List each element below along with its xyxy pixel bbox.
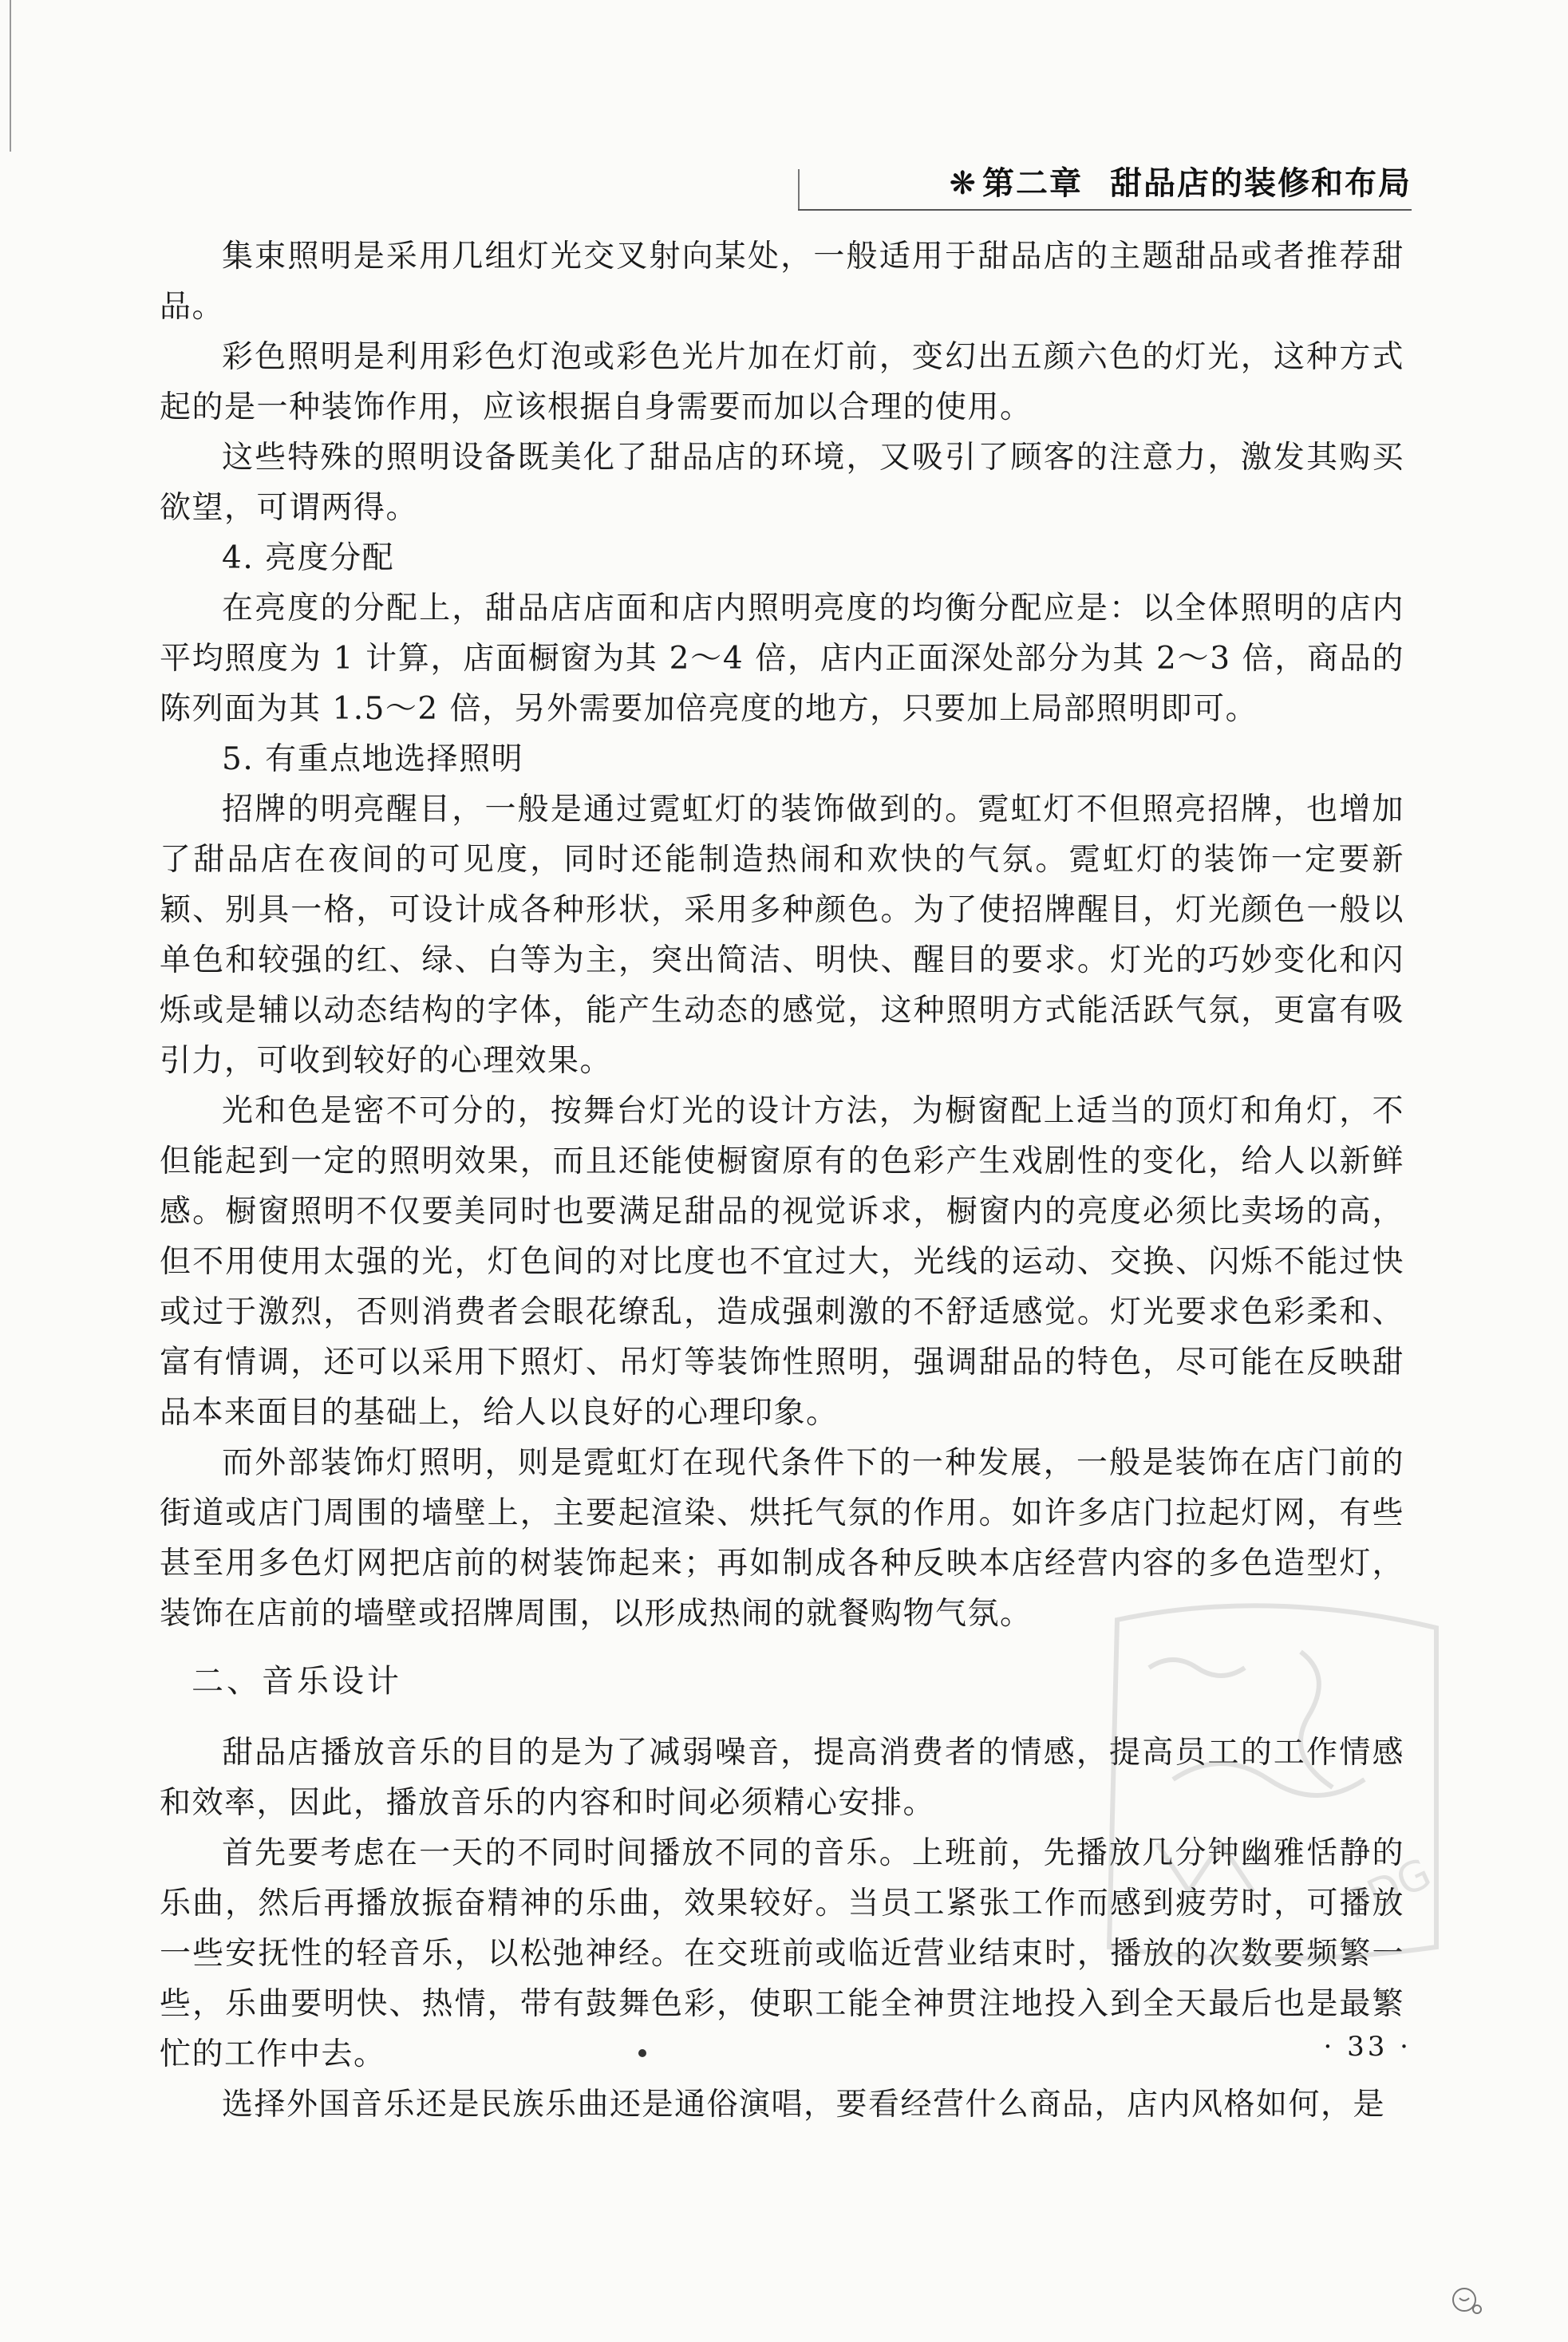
paragraph: 首先要考虑在一天的不同时间播放不同的音乐。上班前，先播放几分钟幽雅恬静的乐曲，然后再播放振奋精神的乐曲，效果较好。当员工紧张工作而感到疲劳时，可播放一些安抚性的轻音乐，以松弛神经。在交班前或临近营业结束时，播放的次数要频繁一些，乐曲要明快、热情，带有鼓舞色彩，使职工能全神贯注地投入到全天最后也是最繁忙的工作中去。 [160,1835,1404,2072]
subheading: 4. 亮度分配 [222,540,395,576]
ink-speck [638,2049,646,2057]
paragraph: 这些特殊的照明设备既美化了甜品店的环境，又吸引了顾客的注意力，激发其购买欲望，可谓两得。 [160,440,1404,526]
chapter-label: 第二章 [982,165,1083,202]
header-ornament-icon: ❋ [949,165,978,202]
subheading: 5. 有重点地选择照明 [222,741,524,777]
running-header [160,158,1412,203]
paragraph: 招牌的明亮醒目，一般是通过霓虹灯的装饰做到的。霓虹灯不但照亮招牌，也增加了甜品店在夜间的可见度，同时还能制造热闹和欢快的气氛。霓虹灯的装饰一定要新颖、别具一格，可设计成各种形状，采用多种颜色。为了使招牌醒目，灯光颜色一般以单色和较强的红、绿、白等为主，突出简洁、明快、醒目的要求。灯光的巧妙变化和闪烁或是辅以动态结构的字体，能产生动态的感觉，这种照明方式能活跃气氛，更富有吸引力，可收到较好的心理效果。 [160,792,1404,1079]
page-number: · 33 · [1323,2031,1412,2063]
paragraph: 选择外国音乐还是民族乐曲还是通俗演唱，要看经营什么商品，店内风格如何，是 [222,2087,1386,2123]
scan-edge-line [10,0,11,152]
paragraph: 在亮度的分配上，甜品店店面和店内照明亮度的均衡分配应是：以全体照明的店内平均照度为 1 计算，店面橱窗为其 2～4 倍，店内正面深处部分为其 2～3 倍，商品的陈列面为其 1.5～2 倍，另外需要加倍亮度的地方，只要加上局部照明即可。 [160,590,1404,727]
library-watermark-seal [1061,1572,1476,1987]
header-rule [798,209,1412,211]
paragraph: 而外部装饰灯照明，则是霓虹灯在现代条件下的一种发展，一般是装饰在店门前的街道或店门周围的墙壁上，主要起渲染、烘托气氛的作用。如许多店门拉起灯网，有些甚至用多色灯网把店前的树装饰起来；再如制成各种反映本店经营内容的多色造型灯，装饰在店前的墙壁或招牌周围，以形成热闹的就餐购物气氛。 [160,1445,1404,1632]
watermark-text: PDG [1337,1849,1439,1931]
header-divider [798,169,800,211]
chapter-title: 甜品店的装修和布局 [1110,165,1412,202]
paragraph: 甜品店播放音乐的目的是为了减弱噪音，提高消费者的情感，提高员工的工作情感和效率，因此，播放音乐的内容和时间必须精心安排。 [160,1735,1404,1821]
paragraph: 光和色是密不可分的，按舞台灯光的设计方法，为橱窗配上适当的顶灯和角灯，不但能起到一定的照明效果，而且还能使橱窗原有的色彩产生戏剧性的变化，给人以新鲜感。橱窗照明不仅要美同时也要满足甜品的视觉诉求，橱窗内的亮度必须比卖场的高，但不用使用太强的光，灯色间的对比度也不宜过大，光线的运动、交换、闪烁不能过快或过于激烈，否则消费者会眼花缭乱，造成强刺激的不舒适感觉。灯光要求色彩柔和、富有情调，还可以采用下照灯、吊灯等装饰性照明，强调甜品的特色，尽可能在反映甜品本来面目的基础上，给人以良好的心理印象。 [160,1093,1404,1431]
paragraph: 彩色照明是利用彩色灯泡或彩色光片加在灯前，变幻出五颜六色的灯光，这种方式起的是一种装饰作用，应该根据自身需要而加以合理的使用。 [160,339,1404,425]
paragraph: 集束照明是采用几组灯光交叉射向某处，一般适用于甜品店的主题甜品或者推荐甜品。 [160,239,1404,325]
section-heading: 二、音乐设计 [192,1663,402,1700]
scan-corner-mark-icon [1448,2282,1485,2319]
